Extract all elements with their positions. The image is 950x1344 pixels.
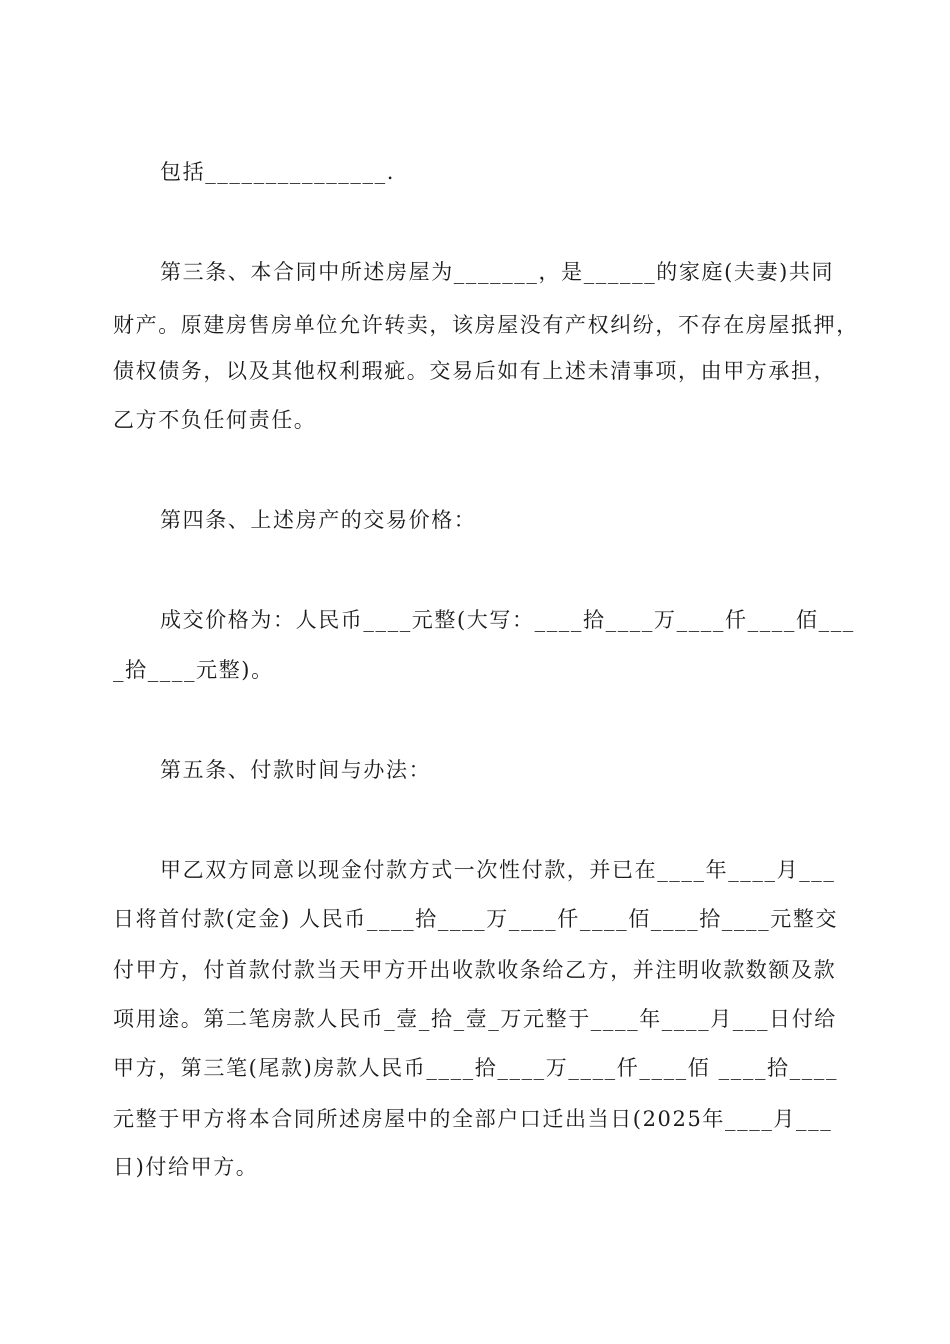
article-3-line-4: 乙方不负任何责任。: [113, 408, 317, 432]
payment-line-6: 元整于甲方将本合同所述房屋中的全部户口迁出当日(2025年____月___: [113, 1107, 833, 1131]
article-3-line-2: 财产。原建房售房单位允许转卖，该房屋没有产权纠纷，不存在房屋抵押，: [113, 313, 859, 337]
price-line-1: 成交价格为：人民币____元整(大写：____拾____万____仟____佰___: [160, 608, 855, 632]
article-3-line-1: 第三条、本合同中所述房屋为_______，是______的家庭(夫妻)共同: [160, 260, 835, 284]
article-3-line-3: 债权债务，以及其他权利瑕疵。交易后如有上述未清事项，由甲方承担，: [113, 359, 837, 383]
article-5-heading: 第五条、付款时间与办法：: [160, 758, 432, 782]
payment-line-7: 日)付给甲方。: [113, 1155, 259, 1179]
payment-line-1: 甲乙双方同意以现金付款方式一次性付款，并已在____年____月___: [160, 858, 836, 882]
paragraph-includes-line-1: 包括_______________.: [160, 160, 395, 184]
article-4-heading: 第四条、上述房产的交易价格：: [160, 508, 477, 532]
payment-line-2: 日将首付款(定金) 人民币____拾____万____仟____佰____拾____元整交: [113, 907, 839, 931]
payment-line-4: 项用途。第二笔房款人民币_壹_拾_壹_万元整于____年____月___日付给: [113, 1007, 837, 1031]
payment-line-5: 甲方，第三笔(尾款)房款人民币____拾____万____仟____佰 ____拾____: [113, 1056, 839, 1080]
price-line-2: _拾____元整)。: [113, 658, 274, 682]
payment-line-3: 付甲方，付首款付款当天甲方开出收款收条给乙方，并注明收款数额及款: [113, 958, 837, 982]
